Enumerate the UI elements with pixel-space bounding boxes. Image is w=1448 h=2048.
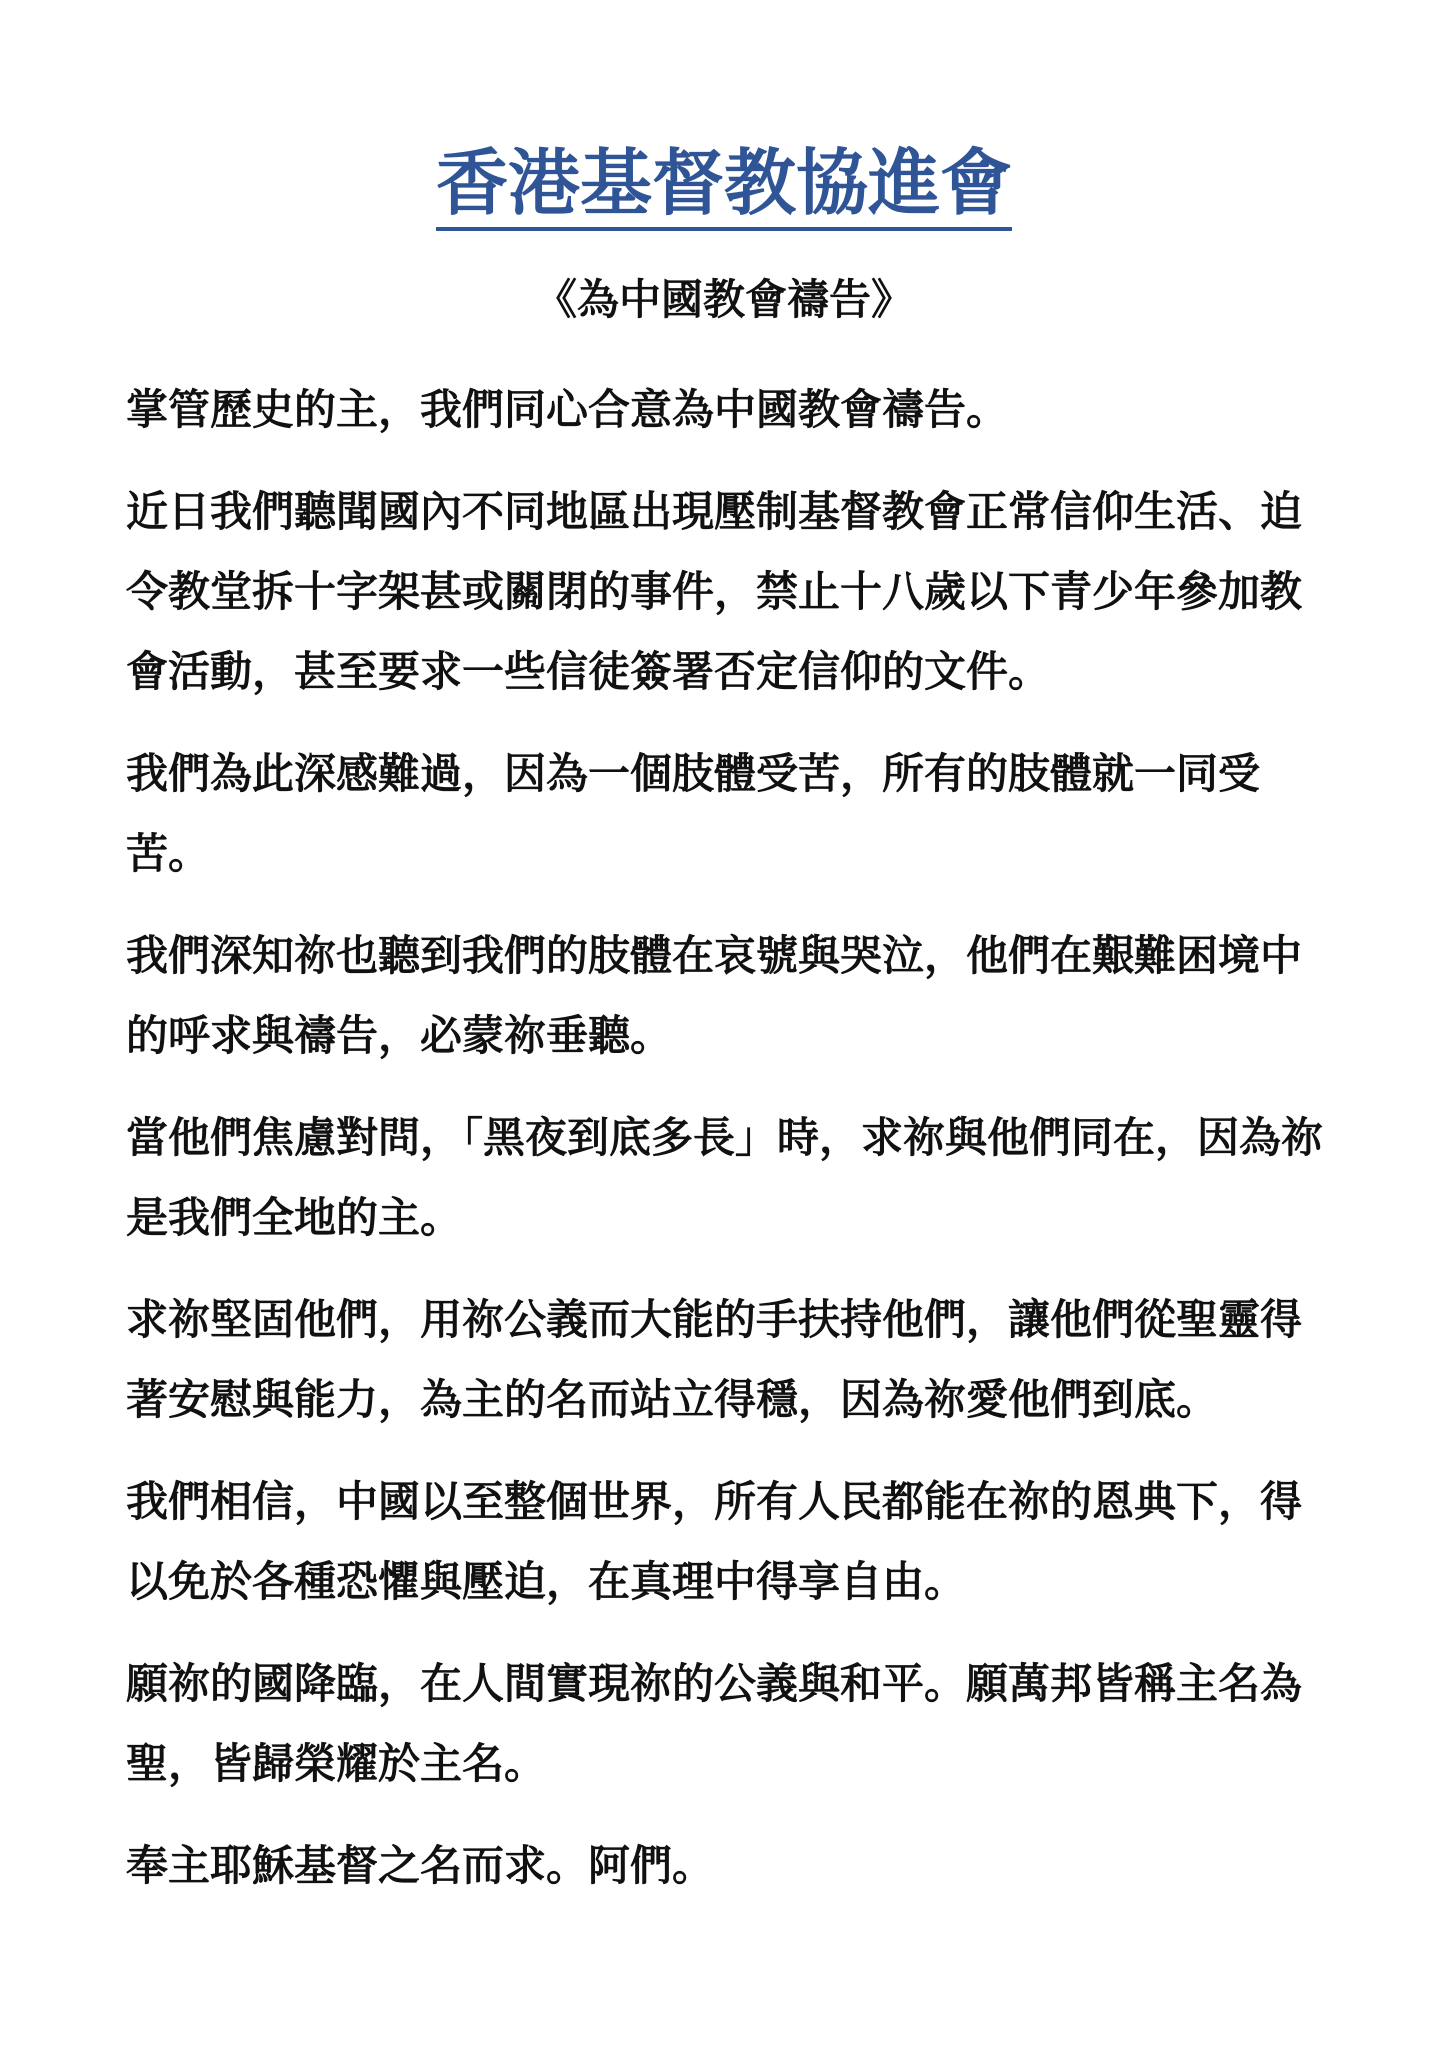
prayer-body — [126, 370, 1326, 1928]
prayer-paragraph: 近日我們聽聞國內不同地區出現壓制基督教會正常信仰生活、迫令教堂拆十字架甚或關閉的事件，禁止十八歲以下青少年參加教會活動，甚至要求一些信徒簽署否定信仰的文件。 — [126, 487, 1303, 696]
prayer-paragraph: 願祢的國降臨，在人間實現祢的公義與和平。願萬邦皆稱主名為聖，皆歸榮耀於主名。 — [126, 1659, 1303, 1788]
prayer-paragraph: 掌管歷史的主，我們同心合意為中國教會禱告。 — [126, 385, 1009, 434]
organization-title — [0, 138, 1448, 228]
prayer-heading: 《為中國教會禱告》 — [534, 275, 913, 324]
prayer-paragraph: 當他們焦慮對問，「黑夜到底多長」時，求祢與他們同在，因為祢是我們全地的主。 — [126, 1113, 1324, 1242]
prayer-paragraph: 奉主耶穌基督之名而求。阿們。 — [126, 1841, 715, 1890]
prayer-paragraph: 我們為此深感難過，因為一個肢體受苦，所有的肢體就一同受苦。 — [126, 749, 1261, 878]
organization-title-text: 香港基督教協進會 — [436, 140, 1012, 231]
prayer-paragraph: 我們深知祢也聽到我們的肢體在哀號與哭泣，他們在艱難困境中的呼求與禱告，必蒙祢垂聽。 — [126, 931, 1303, 1060]
prayer-paragraph: 求祢堅固他們，用祢公義而大能的手扶持他們，讓他們從聖靈得著安慰與能力，為主的名而站立得穩，因為祢愛他們到底。 — [126, 1295, 1303, 1424]
prayer-paragraph: 我們相信，中國以至整個世界，所有人民都能在祢的恩典下，得以免於各種恐懼與壓迫，在真理中得享自由。 — [126, 1477, 1303, 1606]
